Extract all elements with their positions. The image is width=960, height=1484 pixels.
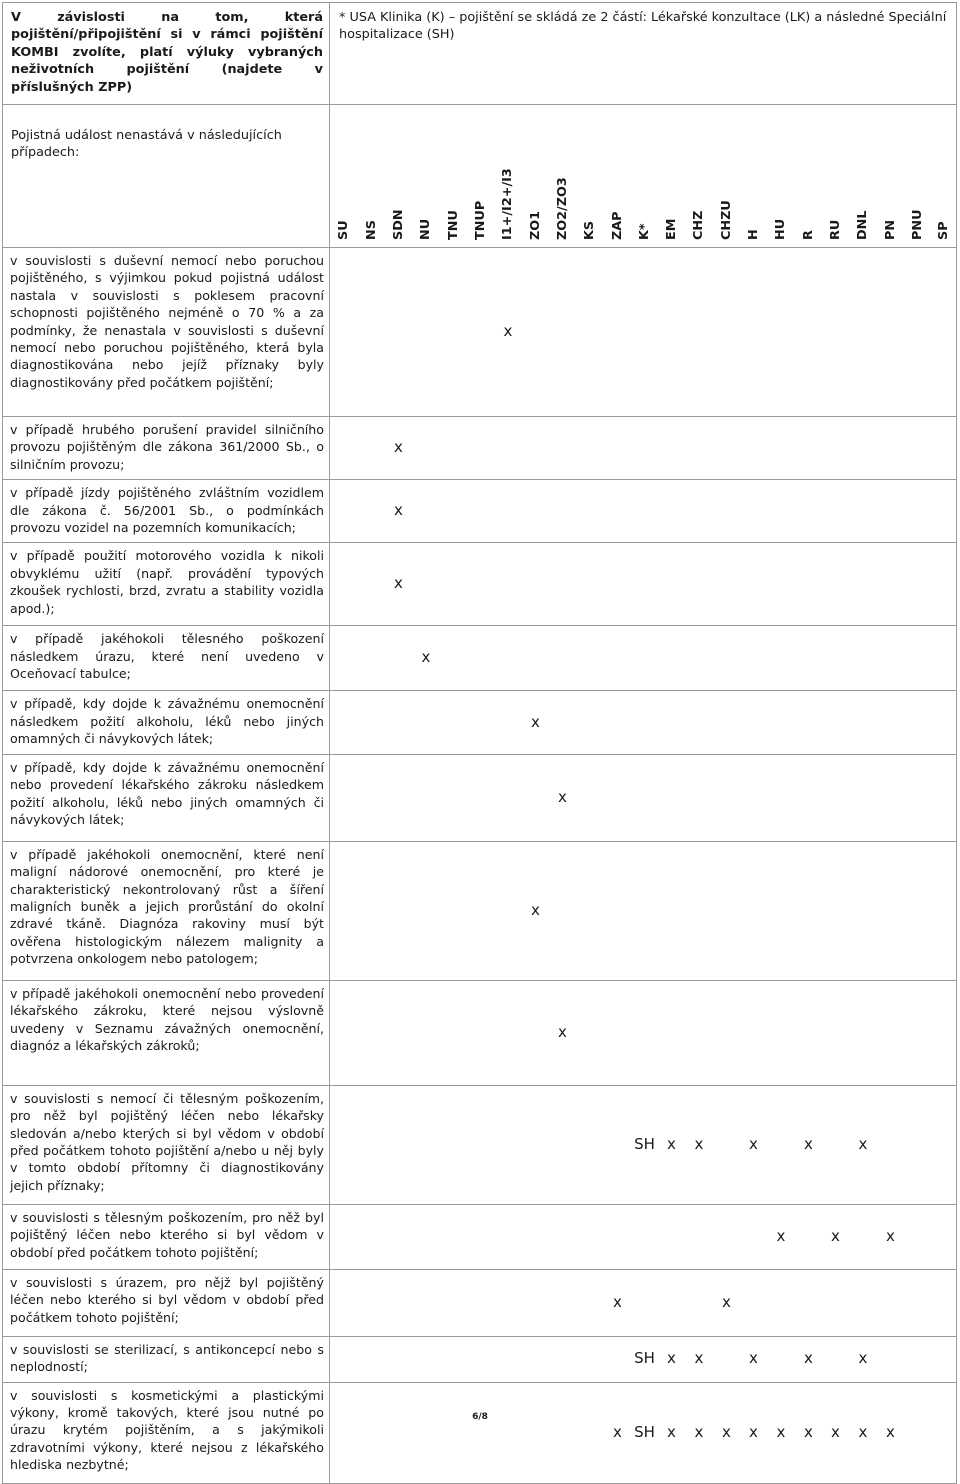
mark-x: x xyxy=(531,712,540,731)
column-headers xyxy=(330,105,957,248)
exclusion-marks xyxy=(330,841,957,980)
exclusion-text: v případě jakéhokoli onemocnění nebo provedení lékařského zákroku, které nejsou výslovně uvedeny v Seznamu závažných onemocnění, diagnóz a lékařských zákroků; xyxy=(3,980,330,1085)
mark-x: x xyxy=(858,1422,868,1441)
exclusion-text: v případě, kdy dojde k závažnému onemocnění následkem požití alkoholu, léků nebo jiných omamných či návykových látek; xyxy=(3,691,330,754)
exclusion-row xyxy=(3,248,957,417)
mark-x: x xyxy=(694,1349,704,1368)
mark-x: x xyxy=(858,1349,868,1368)
mark-x: x xyxy=(558,1022,567,1041)
exclusion-marks xyxy=(330,480,957,543)
column-header-ks: KS xyxy=(582,220,597,241)
mark-x: x xyxy=(667,1422,676,1441)
mark-x: x xyxy=(421,648,431,667)
exclusion-marks xyxy=(330,1382,957,1483)
exclusion-marks xyxy=(330,1336,957,1382)
exclusion-row xyxy=(3,480,957,543)
exclusion-text: v souvislosti se sterilizací, s antikoncepcí nebo s neplodností; xyxy=(3,1336,330,1382)
note-row xyxy=(3,3,957,105)
exclusion-row xyxy=(3,841,957,980)
exclusion-marks xyxy=(330,1269,957,1336)
column-header-pn: PN xyxy=(882,219,898,241)
exclusion-text: v souvislosti s kosmetickými a plastickými výkony, kromě takových, které jsou nutné po úrazu krytém pojištěním, a s jakýmikoli zdravotními výkony, které nejsou z lékařského hlediska nezbytné; xyxy=(3,1382,330,1483)
column-header-ns: NS xyxy=(363,220,379,241)
exclusion-marks xyxy=(330,1204,957,1269)
mark-x: x xyxy=(722,1422,731,1441)
column-header-sdn: SDN xyxy=(390,209,406,241)
exclusion-marks xyxy=(330,543,957,626)
exclusion-marks xyxy=(330,691,957,754)
exclusion-row xyxy=(3,626,957,691)
rows-body xyxy=(3,248,957,1483)
column-header-em: EM xyxy=(663,218,679,241)
exclusion-text: v případě jízdy pojištěného zvláštním vozidlem dle zákona č. 56/2001 Sb., o podmínkách provozu vozidel na pozemních komunikacích; xyxy=(3,480,330,543)
exclusion-row xyxy=(3,691,957,754)
exclusion-marks xyxy=(330,417,957,480)
exclusion-row xyxy=(3,1204,957,1269)
exclusion-row xyxy=(3,1085,957,1204)
exclusion-text: v souvislosti s nemocí či tělesným poškozením, pro něž byl pojištěný léčen nebo lékařsky sledován a/nebo kterých si byl vědom v období před počátkem tohoto pojištění a/nebo u něj byly v tomto období přítomny či diagnostikovány jejich příznaky; xyxy=(3,1085,330,1204)
exclusions-table xyxy=(2,2,957,1484)
mark-x: x xyxy=(694,1134,704,1153)
page-number: 6/8 xyxy=(472,1412,488,1422)
mark-x: x xyxy=(394,501,403,520)
kombi-note: V závislosti na tom, která pojištění/připojištění si v rámci pojištění KOMBI zvolíte, platí výluky vybraných neživotních pojištění (najdete v příslušných ZPP) xyxy=(3,3,330,105)
exclusion-text: v případě, kdy dojde k závažnému onemocnění nebo provedení lékařského zákroku následkem požití alkoholu, léků nebo jiných omamných či návykových látek; xyxy=(3,754,330,841)
exclusion-text: v případě hrubého porušení pravidel silničního provozu pojištěným dle zákona 361/2000 Sb., o silničním provozu; xyxy=(3,417,330,480)
column-header-zo2-zo3: ZO2/ZO3 xyxy=(554,177,570,241)
column-header-i1-i2-i3: I1+/I2+/I3 xyxy=(500,168,515,241)
exclusion-row xyxy=(3,1336,957,1382)
mark-x: x xyxy=(667,1349,676,1368)
mark-sh: SH xyxy=(634,1134,655,1153)
column-header-nu: NU xyxy=(418,218,433,241)
exclusion-row xyxy=(3,543,957,626)
mark-x: x xyxy=(613,1292,622,1311)
exclusion-text: v případě jakéhokoli tělesného poškození následkem úrazu, které není uvedeno v Oceňovací tabulce; xyxy=(3,626,330,691)
exclusion-row xyxy=(3,417,957,480)
mark-x: x xyxy=(804,1349,813,1368)
column-header-su: SU xyxy=(336,220,351,241)
mark-x: x xyxy=(831,1422,840,1441)
mark-x: x xyxy=(831,1226,840,1245)
mark-x: x xyxy=(776,1422,786,1441)
column-header-pnu: PNU xyxy=(909,209,925,241)
mark-x: x xyxy=(394,438,403,457)
exclusion-row xyxy=(3,980,957,1085)
column-header-tnu: TNU xyxy=(445,210,461,241)
exclusion-text: v případě použití motorového vozidla k nikoli obvyklému užití (např. provádění typových zkoušek rychlosti, brzd, zvratu a stability vozidla apod.); xyxy=(3,543,330,626)
mark-x: x xyxy=(858,1134,868,1153)
mark-x: x xyxy=(804,1422,813,1441)
exclusion-text: v souvislosti s duševní nemocí nebo poruchou pojištěného, s výjimkou pokud pojistná událost nastala v souvislosti s poklesem pracovní schopnosti pojištěného nejméně o 70 % a za podmínky, že nenastala v souvislosti s duševní nemocí nebo poruchou pojištěného, která byla diagnostikována nebo jejíž příznaky byly diagnostikovány před počátkem pojištění; xyxy=(3,248,330,417)
mark-sh: SH xyxy=(634,1422,655,1441)
exclusion-marks xyxy=(330,1085,957,1204)
column-header-ru: RU xyxy=(827,219,843,241)
column-header-sp: SP xyxy=(936,221,951,241)
column-header-hu: HU xyxy=(773,218,788,241)
exclusion-text: v souvislosti s úrazem, pro nějž byl pojištěný léčen nebo kterého si byl vědom v období před počátkem tohoto pojištění; xyxy=(3,1269,330,1336)
column-header-dnl: DNL xyxy=(855,210,870,241)
mark-x: x xyxy=(558,787,567,806)
exclusion-row xyxy=(3,1382,957,1483)
mark-x: x xyxy=(394,574,403,593)
column-header-row xyxy=(3,105,957,248)
column-header-zap: ZAP xyxy=(609,211,625,241)
column-header-chz: CHZ xyxy=(691,210,706,241)
mark-x: x xyxy=(694,1422,704,1441)
column-header-h: H xyxy=(745,229,761,241)
usa-klinika-note: * USA Klinika (K) – pojištění se skládá ze 2 částí: Lékařské konzultace (LK) a následné Speciální hospitalizace (SH) xyxy=(330,3,957,105)
column-header-k: K* xyxy=(636,223,652,241)
mark-x: x xyxy=(531,900,540,919)
exclusion-marks xyxy=(330,626,957,691)
exclusion-marks xyxy=(330,980,957,1085)
mark-x: x xyxy=(804,1134,813,1153)
mark-x: x xyxy=(613,1422,622,1441)
mark-x: x xyxy=(776,1226,786,1245)
exclusion-text: v případě jakéhokoli onemocnění, které není maligní nádorové onemocnění, pro které je charakteristický nekontrolovaný růst a šíření maligních buněk a jejich prorůstání do okolní zdravé tkáně. Diagnóza rakoviny musí být ověřena histologickým nálezem malignity a potvrzena onkologem nebo patologem; xyxy=(3,841,330,980)
mark-x: x xyxy=(722,1292,731,1311)
exclusion-text: v souvislosti s tělesným poškozením, pro něž byl pojištěný léčen nebo kterého si byl vědom v období před počátkem tohoto pojištění; xyxy=(3,1204,330,1269)
column-header-r: R xyxy=(800,230,816,241)
exclusion-row xyxy=(3,1269,957,1336)
mark-sh: SH xyxy=(634,1349,655,1368)
mark-x: x xyxy=(886,1422,895,1441)
column-header-tnup: TNUP xyxy=(472,200,488,241)
mark-x: x xyxy=(503,322,513,341)
intro-text: Pojistná událost nenastává v následujících případech: xyxy=(3,105,330,248)
mark-x: x xyxy=(749,1349,758,1368)
mark-x: x xyxy=(667,1134,676,1153)
mark-x: x xyxy=(749,1134,758,1153)
column-header-chzu: CHZU xyxy=(718,200,734,241)
column-header-zo1: ZO1 xyxy=(527,210,543,241)
exclusion-marks xyxy=(330,754,957,841)
exclusion-row xyxy=(3,754,957,841)
mark-x: x xyxy=(886,1226,895,1245)
exclusion-marks xyxy=(330,248,957,417)
mark-x: x xyxy=(749,1422,758,1441)
